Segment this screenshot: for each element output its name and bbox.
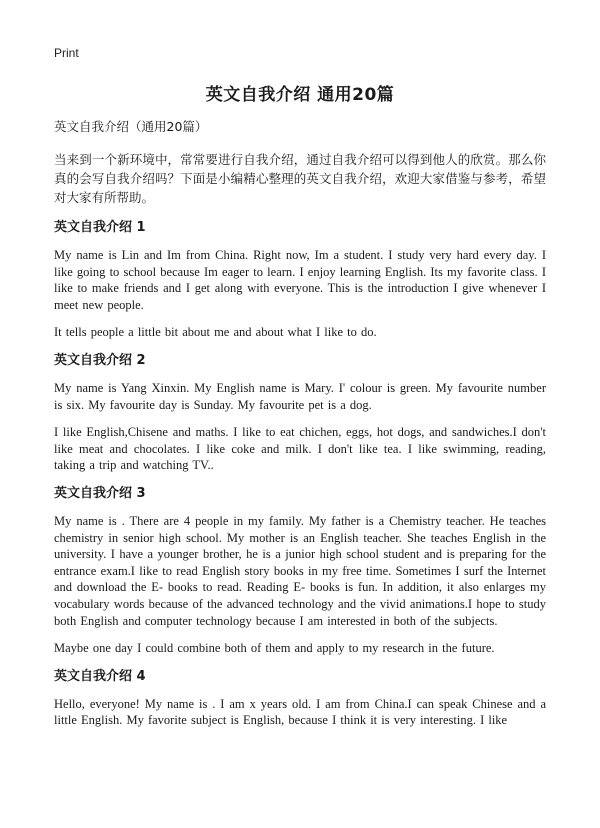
section-paragraph: Maybe one day I could combine both of them and apply to my research in the future.: [54, 641, 495, 656]
section-heading: 英文自我介绍 2: [54, 352, 146, 368]
section-heading: 英文自我介绍 1: [54, 220, 146, 235]
section-paragraph: My name is Lin and Im from China. Right now, Im a student. I study very hard every day. I like going to school because Im eager to learn. I enjoy learning English. Its my favorite class. I like to make friends and I get along with everyone. This is the introduction I give whenever I meet new people.: [54, 248, 546, 312]
section-paragraph: My name is . There are 4 people in my family. My father is a Chemistry teacher. He teaches chemistry in senior high school. My mother is an English teacher. She teaches English in the university. I have a younger brother, he is a junior high school student and is preparing for the entrance exam.I like to read English story books in my free time. Sometimes I surf the Internet and download the E- books to read. Reading E- books is fun. In addition, it also enlarges my vocabulary words because of the advanced technology and the vivid animations.I hope to study both English and computer technology because I am interested in both of the subjects.: [54, 513, 546, 628]
section-paragraph: It tells people a little bit about me and about what I like to do.: [54, 325, 377, 340]
section-heading: 英文自我介绍 3: [54, 485, 146, 501]
document-body: [54, 118, 546, 740]
intro-paragraph: 当来到一个新环境中，常常要进行自我介绍，通过自我介绍可以得到他人的欣赏。那么你真的会写自我介绍吗？下面是小编精心整理的英文自我介绍，欢迎大家借鉴与参考，希望对大家有所帮助。: [54, 152, 546, 205]
section-2: [54, 352, 546, 474]
section-4: [54, 668, 546, 729]
document-title: 英文自我介绍 通用20篇: [205, 85, 395, 105]
section-3: [54, 485, 546, 657]
section-paragraph: Hello, everyone! My name is . I am x years old. I am from China.I can speak Chinese and a little English. My favorite subject is English, because I think it is very interesting. I like: [54, 696, 546, 728]
section-1: [54, 219, 546, 341]
print-label[interactable]: Print: [54, 46, 79, 60]
section-paragraph: I like English,Chisene and maths. I like to eat chichen, eggs, hot dogs, and sandwiches.I don't like meat and chocolates. I like coke and milk. I don't like tea. I like swimming, reading, taking a trip and watching TV..: [54, 425, 546, 473]
section-heading: 英文自我介绍 4: [54, 668, 146, 684]
section-paragraph: My name is Yang Xinxin. My English name is Mary. I' colour is green. My favourite number is six. My favourite day is Sunday. My favourite pet is a dog.: [54, 380, 546, 412]
document-subtitle: 英文自我介绍（通用20篇）: [54, 119, 208, 134]
